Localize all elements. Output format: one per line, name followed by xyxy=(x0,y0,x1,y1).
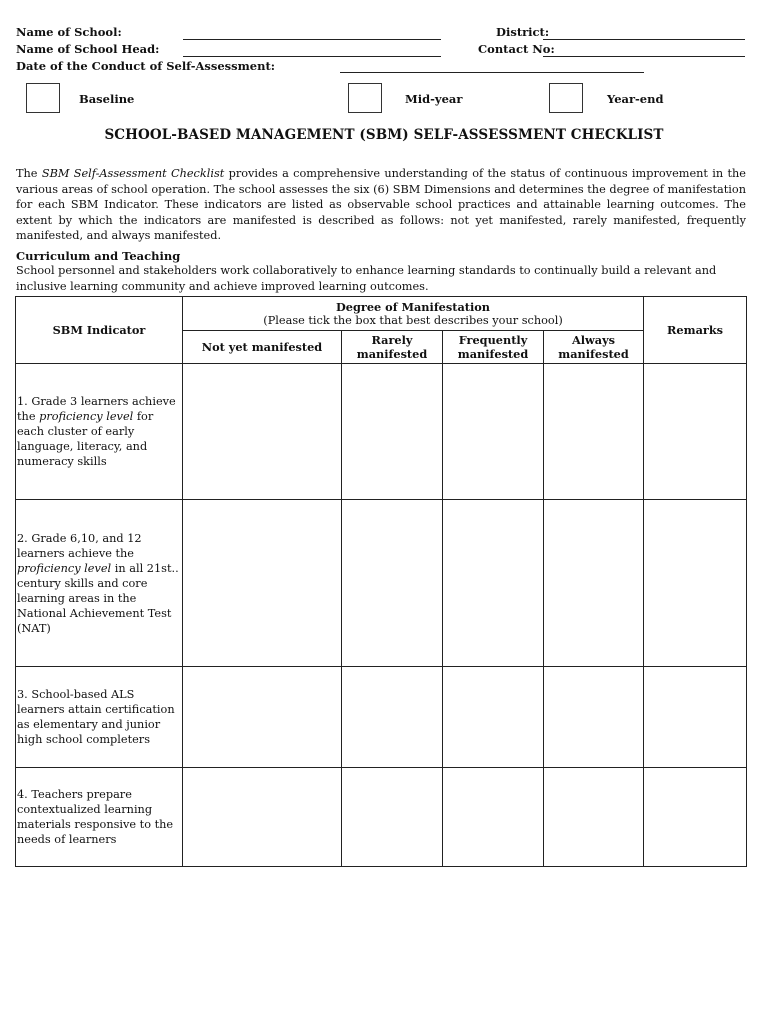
tick-rarely[interactable] xyxy=(342,500,443,667)
degree-subheader: (Please tick the box that best describes your school) xyxy=(263,313,563,327)
checklist-table xyxy=(15,296,747,867)
col-rarely-line2: manifested xyxy=(356,347,428,361)
indicator-text: 3. School-based ALS learners attain certification as elementary and junior high school completers xyxy=(17,688,175,746)
document-title: SCHOOL-BASED MANAGEMENT (SBM) SELF-ASSESSMENT CHECKLIST xyxy=(104,127,664,143)
tick-always[interactable] xyxy=(544,768,644,867)
col-frequently-line1: Frequently xyxy=(458,333,528,347)
assessment-date-label: Date of the Conduct of Self-Assessment: xyxy=(16,59,276,73)
col-frequently-manifested xyxy=(443,331,544,364)
remarks-cell[interactable] xyxy=(644,667,747,768)
table-row xyxy=(16,768,747,867)
district-field[interactable] xyxy=(543,39,745,40)
tick-frequently[interactable] xyxy=(443,364,544,500)
col-always-line1: Always xyxy=(572,333,616,347)
col-rarely-line1: Rarely xyxy=(371,333,413,347)
degree-header: Degree of Manifestation xyxy=(336,299,491,314)
indicator-emphasis: proficiency level xyxy=(17,561,112,575)
col-frequently-line2: manifested xyxy=(457,347,529,361)
indicator-header: SBM Indicator xyxy=(16,297,183,364)
district-label: District: xyxy=(496,25,550,39)
tick-rarely[interactable] xyxy=(342,364,443,500)
tick-frequently[interactable] xyxy=(443,667,544,768)
intro-paragraph xyxy=(16,166,746,244)
assessment-date-field[interactable] xyxy=(340,72,644,73)
tick-not-yet[interactable] xyxy=(183,364,342,500)
remarks-cell[interactable] xyxy=(644,500,747,667)
tick-not-yet[interactable] xyxy=(183,667,342,768)
indicator-cell xyxy=(16,500,183,667)
table-row xyxy=(16,500,747,667)
col-not-yet-manifested: Not yet manifested xyxy=(183,331,342,364)
midyear-checkbox[interactable] xyxy=(348,83,382,113)
intro-text-post: provides a comprehensive understanding of the status of continuous improvement in the various areas of school operation. The school assesses the six (6) SBM Dimensions and determines the degree of manifestation for each SBM Indicator. These indicators are listed as observable school practices and attainable learning outcomes. The extent by which the indicators are manifested is described as follows: not yet manifested, rarely manifested, frequently manifested, and always manifested. xyxy=(16,167,746,242)
indicator-text-post: in all 21st.. century skills and core learning areas in the National Achievement Test (NAT) xyxy=(17,561,179,635)
baseline-label: Baseline xyxy=(79,92,135,106)
indicator-emphasis: proficiency level xyxy=(39,410,134,423)
baseline-checkbox[interactable] xyxy=(26,83,60,113)
indicator-text: 1. Grade 3 learners achieve the xyxy=(17,395,176,423)
table-row xyxy=(16,667,747,768)
section-title: Curriculum and Teaching xyxy=(16,249,181,263)
intro-text-pre: The xyxy=(16,167,42,180)
school-head-field[interactable] xyxy=(183,56,441,57)
tick-always[interactable] xyxy=(544,500,644,667)
col-always-manifested xyxy=(544,331,644,364)
tick-frequently[interactable] xyxy=(443,500,544,667)
tick-not-yet[interactable] xyxy=(183,768,342,867)
school-head-label: Name of School Head: xyxy=(16,42,160,56)
contact-label: Contact No: xyxy=(478,42,555,56)
col-always-line2: manifested xyxy=(558,347,629,361)
table-header-row xyxy=(16,297,747,331)
tick-frequently[interactable] xyxy=(443,768,544,867)
col-rarely-manifested xyxy=(342,331,443,364)
school-name-label: Name of School: xyxy=(16,25,122,39)
tick-always[interactable] xyxy=(544,364,644,500)
section-description: School personnel and stakeholders work collaboratively to enhance learning standards to continually build a relevant and inclusive learning community and achieve improved learning outcomes. xyxy=(16,264,717,293)
indicator-cell xyxy=(16,667,183,768)
tick-rarely[interactable] xyxy=(342,667,443,768)
degree-header-cell xyxy=(183,297,644,331)
tick-always[interactable] xyxy=(544,667,644,768)
indicator-cell xyxy=(16,768,183,867)
remarks-cell[interactable] xyxy=(644,768,747,867)
intro-text-emphasis: SBM Self-Assessment Checklist xyxy=(41,167,225,180)
tick-rarely[interactable] xyxy=(342,768,443,867)
yearend-label: Year-end xyxy=(607,92,664,106)
contact-field[interactable] xyxy=(543,56,745,57)
remarks-cell[interactable] xyxy=(644,364,747,500)
tick-not-yet[interactable] xyxy=(183,500,342,667)
indicator-text: 2. Grade 6,10, and 12 learners achieve the xyxy=(17,531,142,560)
indicator-text: 4. Teachers prepare contextualized learning materials responsive to the needs of learners xyxy=(17,788,174,846)
indicator-text-post: for each cluster of early language, literacy, and numeracy skills xyxy=(17,410,154,468)
table-row xyxy=(16,364,747,500)
school-name-field[interactable] xyxy=(183,39,441,40)
yearend-checkbox[interactable] xyxy=(549,83,583,113)
midyear-label: Mid-year xyxy=(405,92,463,106)
remarks-header: Remarks xyxy=(644,297,747,364)
indicator-cell xyxy=(16,364,183,500)
